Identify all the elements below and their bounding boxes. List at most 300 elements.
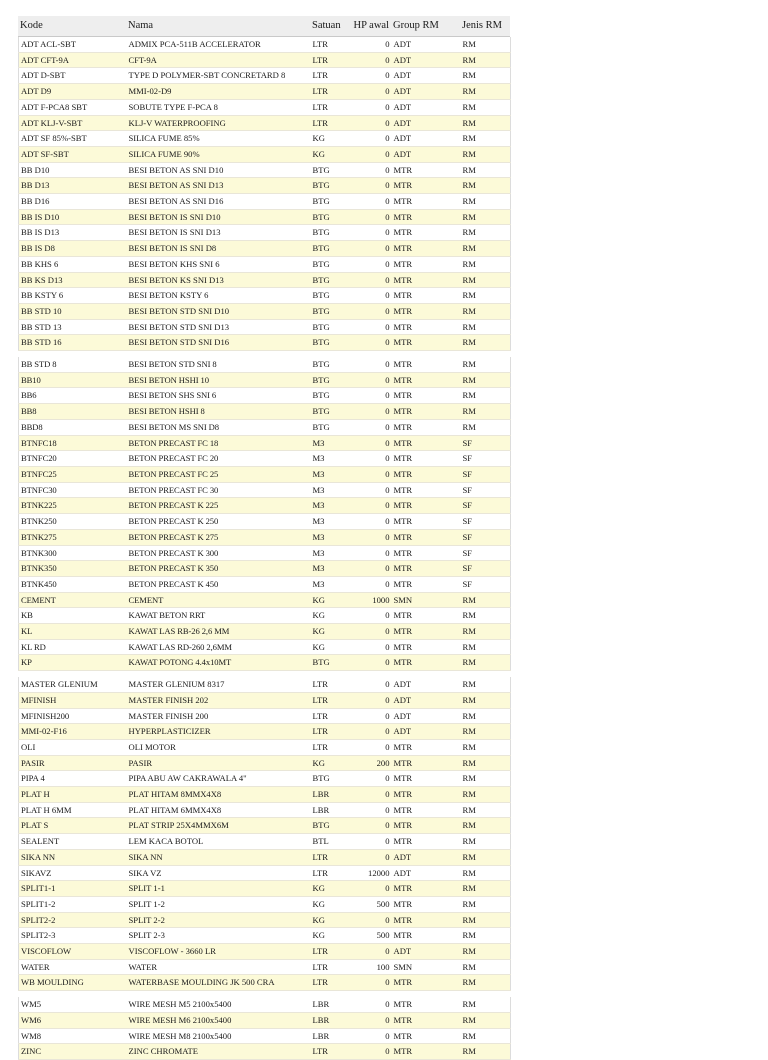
cell-hp-awal[interactable]: 0 [345, 561, 392, 577]
cell-nama[interactable]: SIKA NN [127, 849, 311, 865]
cell-satuan[interactable]: M3 [311, 466, 345, 482]
cell-kode[interactable]: ADT ACL-SBT [19, 37, 127, 52]
header-jenis-rm[interactable]: Jenis RM [460, 16, 510, 37]
cell-satuan[interactable]: LTR [311, 52, 345, 68]
cell-nama[interactable]: KLJ-V WATERPROOFING [127, 115, 311, 131]
cell-jenis-rm[interactable]: RM [461, 131, 511, 147]
cell-group-rm[interactable]: MTR [392, 404, 461, 420]
cell-hp-awal[interactable]: 500 [345, 928, 392, 944]
table-row[interactable] [19, 498, 511, 514]
header-hp-awal[interactable]: HP awal [344, 16, 391, 37]
cell-satuan[interactable]: BTG [311, 256, 345, 272]
cell-hp-awal[interactable]: 0 [345, 529, 392, 545]
cell-group-rm[interactable]: ADT [392, 68, 461, 84]
cell-jenis-rm[interactable]: RM [461, 1012, 511, 1028]
cell-satuan[interactable]: BTG [311, 419, 345, 435]
table-row[interactable] [19, 404, 511, 420]
table-row[interactable] [19, 865, 511, 881]
cell-nama[interactable]: VISCOFLOW - 3660 LR [127, 944, 311, 960]
cell-hp-awal[interactable]: 0 [345, 818, 392, 834]
cell-satuan[interactable]: LBR [311, 802, 345, 818]
cell-kode[interactable]: WM6 [19, 1012, 127, 1028]
cell-nama[interactable]: CEMENT [127, 592, 311, 608]
cell-satuan[interactable]: KG [311, 624, 345, 640]
cell-jenis-rm[interactable]: RM [461, 357, 511, 372]
table-row[interactable] [19, 608, 511, 624]
cell-nama[interactable]: ZINC CHROMATE [127, 1044, 311, 1060]
cell-nama[interactable]: SILICA FUME 85% [127, 131, 311, 147]
cell-jenis-rm[interactable]: RM [461, 959, 511, 975]
cell-jenis-rm[interactable]: RM [461, 896, 511, 912]
cell-kode[interactable]: BB KSTY 6 [19, 288, 127, 304]
cell-group-rm[interactable]: ADT [392, 849, 461, 865]
cell-nama[interactable]: BESI BETON KS SNI D13 [127, 272, 311, 288]
cell-group-rm[interactable]: MTR [392, 482, 461, 498]
cell-kode[interactable]: PASIR [19, 755, 127, 771]
table-row[interactable] [19, 388, 511, 404]
cell-jenis-rm[interactable]: RM [461, 802, 511, 818]
cell-group-rm[interactable]: MTR [392, 608, 461, 624]
cell-jenis-rm[interactable]: RM [461, 708, 511, 724]
header-nama[interactable]: Nama [126, 16, 310, 37]
cell-satuan[interactable]: M3 [311, 498, 345, 514]
cell-jenis-rm[interactable]: RM [461, 52, 511, 68]
cell-satuan[interactable]: BTL [311, 834, 345, 850]
cell-nama[interactable]: WIRE MESH M8 2100x5400 [127, 1028, 311, 1044]
cell-nama[interactable]: BETON PRECAST FC 20 [127, 451, 311, 467]
cell-satuan[interactable]: KG [311, 912, 345, 928]
cell-hp-awal[interactable]: 1000 [345, 592, 392, 608]
cell-satuan[interactable]: BTG [311, 388, 345, 404]
cell-satuan[interactable]: BTG [311, 178, 345, 194]
cell-nama[interactable]: BETON PRECAST K 450 [127, 576, 311, 592]
table-row[interactable] [19, 912, 511, 928]
cell-nama[interactable]: WIRE MESH M6 2100x5400 [127, 1012, 311, 1028]
cell-jenis-rm[interactable]: RM [461, 1044, 511, 1060]
cell-group-rm[interactable]: SMN [392, 959, 461, 975]
cell-hp-awal[interactable]: 0 [345, 162, 392, 178]
cell-kode[interactable]: BTNFC18 [19, 435, 127, 451]
cell-nama[interactable]: BESI BETON AS SNI D16 [127, 194, 311, 210]
cell-jenis-rm[interactable]: RM [461, 834, 511, 850]
table-row[interactable] [19, 256, 511, 272]
cell-satuan[interactable]: M3 [311, 561, 345, 577]
cell-jenis-rm[interactable]: RM [461, 771, 511, 787]
cell-satuan[interactable]: BTG [311, 241, 345, 257]
cell-hp-awal[interactable]: 0 [345, 739, 392, 755]
cell-satuan[interactable]: M3 [311, 576, 345, 592]
cell-nama[interactable]: OLI MOTOR [127, 739, 311, 755]
table-row[interactable] [19, 692, 511, 708]
cell-nama[interactable]: SPLIT 1-2 [127, 896, 311, 912]
cell-jenis-rm[interactable]: SF [461, 514, 511, 530]
cell-jenis-rm[interactable]: RM [461, 739, 511, 755]
table-row[interactable] [19, 739, 511, 755]
cell-nama[interactable]: BESI BETON SHS SNI 6 [127, 388, 311, 404]
cell-group-rm[interactable]: MTR [392, 388, 461, 404]
cell-jenis-rm[interactable]: RM [461, 288, 511, 304]
cell-satuan[interactable]: LTR [311, 37, 345, 52]
cell-nama[interactable]: BETON PRECAST FC 30 [127, 482, 311, 498]
cell-kode[interactable]: CEMENT [19, 592, 127, 608]
cell-nama[interactable]: KAWAT POTONG 4.4x10MT [127, 655, 311, 671]
cell-group-rm[interactable]: MTR [392, 755, 461, 771]
cell-jenis-rm[interactable]: RM [461, 335, 511, 351]
table-row[interactable] [19, 1012, 511, 1028]
cell-group-rm[interactable]: MTR [392, 655, 461, 671]
cell-jenis-rm[interactable]: SF [461, 435, 511, 451]
cell-jenis-rm[interactable]: RM [461, 419, 511, 435]
table-row[interactable] [19, 84, 511, 100]
cell-group-rm[interactable]: ADT [392, 84, 461, 100]
cell-group-rm[interactable]: MTR [392, 514, 461, 530]
cell-satuan[interactable]: BTG [311, 272, 345, 288]
table-row[interactable] [19, 272, 511, 288]
cell-hp-awal[interactable]: 0 [345, 52, 392, 68]
cell-group-rm[interactable]: ADT [392, 115, 461, 131]
cell-jenis-rm[interactable]: RM [461, 975, 511, 991]
cell-kode[interactable]: SEALENT [19, 834, 127, 850]
cell-group-rm[interactable]: MTR [392, 624, 461, 640]
cell-group-rm[interactable]: MTR [392, 435, 461, 451]
cell-hp-awal[interactable]: 0 [345, 608, 392, 624]
table-row[interactable] [19, 1028, 511, 1044]
cell-kode[interactable]: BB IS D13 [19, 225, 127, 241]
table-row[interactable] [19, 959, 511, 975]
cell-group-rm[interactable]: MTR [392, 1044, 461, 1060]
table-row[interactable] [19, 928, 511, 944]
cell-group-rm[interactable]: MTR [392, 178, 461, 194]
table-row[interactable] [19, 241, 511, 257]
table-row[interactable] [19, 1044, 511, 1060]
cell-group-rm[interactable]: ADT [392, 944, 461, 960]
cell-nama[interactable]: TYPE D POLYMER-SBT CONCRETARD 8 [127, 68, 311, 84]
cell-kode[interactable]: ADT F-PCA8 SBT [19, 99, 127, 115]
cell-satuan[interactable]: LTR [311, 865, 345, 881]
cell-jenis-rm[interactable]: SF [461, 498, 511, 514]
cell-hp-awal[interactable]: 0 [345, 451, 392, 467]
cell-group-rm[interactable]: MTR [392, 303, 461, 319]
cell-hp-awal[interactable]: 0 [345, 802, 392, 818]
cell-nama[interactable]: BESI BETON STD SNI D13 [127, 319, 311, 335]
cell-kode[interactable]: WM5 [19, 997, 127, 1012]
cell-nama[interactable]: WATER [127, 959, 311, 975]
cell-group-rm[interactable]: MTR [392, 975, 461, 991]
cell-nama[interactable]: CFT-9A [127, 52, 311, 68]
cell-group-rm[interactable]: ADT [392, 692, 461, 708]
cell-kode[interactable]: BB KS D13 [19, 272, 127, 288]
cell-jenis-rm[interactable]: RM [461, 1028, 511, 1044]
cell-satuan[interactable]: KG [311, 928, 345, 944]
cell-nama[interactable]: SPLIT 2-2 [127, 912, 311, 928]
cell-satuan[interactable]: BTG [311, 209, 345, 225]
cell-group-rm[interactable]: ADT [392, 99, 461, 115]
cell-kode[interactable]: ZINC [19, 1044, 127, 1060]
cell-kode[interactable]: SPLIT1-1 [19, 881, 127, 897]
cell-nama[interactable]: BESI BETON IS SNI D8 [127, 241, 311, 257]
cell-hp-awal[interactable]: 0 [345, 692, 392, 708]
table-row[interactable] [19, 37, 511, 52]
cell-nama[interactable]: WATERBASE MOULDING JK 500 CRA [127, 975, 311, 991]
table-row[interactable] [19, 68, 511, 84]
cell-hp-awal[interactable]: 0 [345, 209, 392, 225]
cell-kode[interactable]: KP [19, 655, 127, 671]
cell-group-rm[interactable]: SMN [392, 592, 461, 608]
cell-jenis-rm[interactable]: SF [461, 576, 511, 592]
cell-hp-awal[interactable]: 0 [345, 576, 392, 592]
cell-nama[interactable]: SILICA FUME 90% [127, 146, 311, 162]
cell-kode[interactable]: SPLIT2-3 [19, 928, 127, 944]
cell-kode[interactable]: ADT SF 85%-SBT [19, 131, 127, 147]
cell-group-rm[interactable]: MTR [392, 787, 461, 803]
table-row[interactable] [19, 677, 511, 692]
cell-nama[interactable]: BESI BETON STD SNI D16 [127, 335, 311, 351]
table-row[interactable] [19, 178, 511, 194]
cell-nama[interactable]: BETON PRECAST FC 18 [127, 435, 311, 451]
cell-hp-awal[interactable]: 0 [345, 482, 392, 498]
cell-kode[interactable]: BB10 [19, 372, 127, 388]
table-row[interactable] [19, 303, 511, 319]
cell-nama[interactable]: SOBUTE TYPE F-PCA 8 [127, 99, 311, 115]
cell-group-rm[interactable]: ADT [392, 708, 461, 724]
cell-kode[interactable]: BTNK450 [19, 576, 127, 592]
cell-nama[interactable]: PLAT STRIP 25X4MMX6M [127, 818, 311, 834]
cell-jenis-rm[interactable]: SF [461, 466, 511, 482]
cell-nama[interactable]: HYPERPLASTICIZER [127, 724, 311, 740]
cell-jenis-rm[interactable]: RM [461, 724, 511, 740]
cell-jenis-rm[interactable]: RM [461, 37, 511, 52]
table-row[interactable] [19, 435, 511, 451]
cell-group-rm[interactable]: MTR [392, 928, 461, 944]
table-row[interactable] [19, 529, 511, 545]
cell-kode[interactable]: BB D16 [19, 194, 127, 210]
table-row[interactable] [19, 944, 511, 960]
cell-hp-awal[interactable]: 0 [345, 849, 392, 865]
cell-nama[interactable]: BETON PRECAST K 225 [127, 498, 311, 514]
cell-jenis-rm[interactable]: SF [461, 529, 511, 545]
cell-hp-awal[interactable]: 0 [345, 724, 392, 740]
cell-jenis-rm[interactable]: SF [461, 451, 511, 467]
cell-nama[interactable]: BESI BETON MS SNI D8 [127, 419, 311, 435]
cell-satuan[interactable]: LTR [311, 849, 345, 865]
cell-hp-awal[interactable]: 0 [345, 288, 392, 304]
cell-hp-awal[interactable]: 0 [345, 37, 392, 52]
cell-hp-awal[interactable]: 0 [345, 131, 392, 147]
cell-hp-awal[interactable]: 0 [345, 404, 392, 420]
cell-hp-awal[interactable]: 0 [345, 834, 392, 850]
cell-group-rm[interactable]: MTR [392, 272, 461, 288]
cell-nama[interactable]: BESI BETON HSHI 8 [127, 404, 311, 420]
cell-kode[interactable]: PIPA 4 [19, 771, 127, 787]
cell-kode[interactable]: BB STD 10 [19, 303, 127, 319]
cell-kode[interactable]: SPLIT1-2 [19, 896, 127, 912]
cell-hp-awal[interactable]: 0 [345, 435, 392, 451]
table-row[interactable] [19, 881, 511, 897]
cell-hp-awal[interactable]: 0 [345, 99, 392, 115]
cell-satuan[interactable]: LTR [311, 944, 345, 960]
cell-satuan[interactable]: LTR [311, 708, 345, 724]
cell-satuan[interactable]: M3 [311, 435, 345, 451]
cell-jenis-rm[interactable]: RM [461, 592, 511, 608]
cell-nama[interactable]: PIPA ABU AW CAKRAWALA 4" [127, 771, 311, 787]
cell-satuan[interactable]: LTR [311, 724, 345, 740]
cell-hp-awal[interactable]: 0 [345, 997, 392, 1012]
cell-jenis-rm[interactable]: RM [461, 209, 511, 225]
cell-hp-awal[interactable]: 0 [345, 677, 392, 692]
cell-nama[interactable]: BESI BETON IS SNI D13 [127, 225, 311, 241]
cell-kode[interactable]: BB STD 13 [19, 319, 127, 335]
cell-jenis-rm[interactable]: RM [461, 99, 511, 115]
cell-kode[interactable]: MMI-02-F16 [19, 724, 127, 740]
table-row[interactable] [19, 561, 511, 577]
table-row[interactable] [19, 335, 511, 351]
cell-jenis-rm[interactable]: RM [461, 997, 511, 1012]
cell-jenis-rm[interactable]: RM [461, 865, 511, 881]
cell-group-rm[interactable]: MTR [392, 1028, 461, 1044]
cell-satuan[interactable]: LTR [311, 739, 345, 755]
cell-nama[interactable]: LEM KACA BOTOL [127, 834, 311, 850]
cell-kode[interactable]: BB STD 16 [19, 335, 127, 351]
cell-hp-awal[interactable]: 0 [345, 194, 392, 210]
table-row[interactable] [19, 708, 511, 724]
cell-kode[interactable]: BB IS D10 [19, 209, 127, 225]
cell-hp-awal[interactable]: 0 [345, 498, 392, 514]
cell-group-rm[interactable]: MTR [392, 451, 461, 467]
cell-nama[interactable]: BESI BETON AS SNI D13 [127, 178, 311, 194]
cell-kode[interactable]: BB D13 [19, 178, 127, 194]
cell-nama[interactable]: BESI BETON IS SNI D10 [127, 209, 311, 225]
cell-nama[interactable]: PLAT HITAM 6MMX4X8 [127, 802, 311, 818]
table-row[interactable] [19, 146, 511, 162]
table-row[interactable] [19, 896, 511, 912]
table-row[interactable] [19, 451, 511, 467]
table-row[interactable] [19, 131, 511, 147]
cell-hp-awal[interactable]: 0 [345, 178, 392, 194]
cell-satuan[interactable]: KG [311, 146, 345, 162]
cell-kode[interactable]: PLAT H [19, 787, 127, 803]
cell-group-rm[interactable]: ADT [392, 865, 461, 881]
cell-jenis-rm[interactable]: RM [461, 655, 511, 671]
table-row[interactable] [19, 357, 511, 372]
table-row[interactable] [19, 849, 511, 865]
cell-group-rm[interactable]: MTR [392, 881, 461, 897]
cell-nama[interactable]: BESI BETON KHS SNI 6 [127, 256, 311, 272]
cell-group-rm[interactable]: MTR [392, 335, 461, 351]
cell-nama[interactable]: BESI BETON HSHI 10 [127, 372, 311, 388]
table-row[interactable] [19, 99, 511, 115]
cell-hp-awal[interactable]: 0 [345, 708, 392, 724]
cell-hp-awal[interactable]: 0 [345, 1012, 392, 1028]
cell-satuan[interactable]: BTG [311, 404, 345, 420]
table-row[interactable] [19, 975, 511, 991]
cell-nama[interactable]: BESI BETON AS SNI D10 [127, 162, 311, 178]
cell-nama[interactable]: MASTER FINISH 202 [127, 692, 311, 708]
cell-group-rm[interactable]: MTR [392, 498, 461, 514]
table-row[interactable] [19, 997, 511, 1012]
cell-kode[interactable]: BTNK275 [19, 529, 127, 545]
table-row[interactable] [19, 834, 511, 850]
cell-kode[interactable]: BTNK225 [19, 498, 127, 514]
cell-hp-awal[interactable]: 0 [345, 466, 392, 482]
cell-group-rm[interactable]: MTR [392, 194, 461, 210]
cell-jenis-rm[interactable]: RM [461, 146, 511, 162]
cell-hp-awal[interactable]: 0 [345, 357, 392, 372]
cell-group-rm[interactable]: MTR [392, 1012, 461, 1028]
cell-hp-awal[interactable]: 0 [345, 545, 392, 561]
table-row[interactable] [19, 771, 511, 787]
cell-group-rm[interactable]: MTR [392, 639, 461, 655]
cell-kode[interactable]: SPLIT2-2 [19, 912, 127, 928]
table-row[interactable] [19, 115, 511, 131]
cell-satuan[interactable]: KG [311, 881, 345, 897]
cell-satuan[interactable]: BTG [311, 162, 345, 178]
cell-kode[interactable]: OLI [19, 739, 127, 755]
table-row[interactable] [19, 639, 511, 655]
cell-jenis-rm[interactable]: RM [461, 178, 511, 194]
cell-jenis-rm[interactable]: RM [461, 404, 511, 420]
cell-kode[interactable]: ADT D9 [19, 84, 127, 100]
cell-nama[interactable]: BETON PRECAST FC 25 [127, 466, 311, 482]
cell-kode[interactable]: WB MOULDING [19, 975, 127, 991]
cell-jenis-rm[interactable]: RM [461, 272, 511, 288]
cell-nama[interactable]: BETON PRECAST K 300 [127, 545, 311, 561]
cell-nama[interactable]: KAWAT BETON RRT [127, 608, 311, 624]
cell-hp-awal[interactable]: 0 [345, 84, 392, 100]
cell-kode[interactable]: PLAT H 6MM [19, 802, 127, 818]
table-row[interactable] [19, 419, 511, 435]
cell-group-rm[interactable]: MTR [392, 896, 461, 912]
cell-hp-awal[interactable]: 0 [345, 771, 392, 787]
cell-satuan[interactable]: BTG [311, 319, 345, 335]
table-row[interactable] [19, 624, 511, 640]
cell-nama[interactable]: BESI BETON STD SNI 8 [127, 357, 311, 372]
cell-jenis-rm[interactable]: RM [461, 84, 511, 100]
cell-nama[interactable]: SIKA VZ [127, 865, 311, 881]
cell-group-rm[interactable]: MTR [392, 209, 461, 225]
cell-hp-awal[interactable]: 0 [345, 419, 392, 435]
cell-kode[interactable]: SIKAVZ [19, 865, 127, 881]
cell-kode[interactable]: KB [19, 608, 127, 624]
cell-nama[interactable]: BESI BETON KSTY 6 [127, 288, 311, 304]
table-row[interactable] [19, 162, 511, 178]
cell-kode[interactable]: BTNK300 [19, 545, 127, 561]
cell-jenis-rm[interactable]: RM [461, 319, 511, 335]
cell-satuan[interactable]: M3 [311, 482, 345, 498]
cell-satuan[interactable]: M3 [311, 514, 345, 530]
cell-nama[interactable]: MASTER GLENIUM 8317 [127, 677, 311, 692]
cell-kode[interactable]: PLAT S [19, 818, 127, 834]
cell-hp-awal[interactable]: 0 [345, 146, 392, 162]
cell-group-rm[interactable]: MTR [392, 162, 461, 178]
cell-satuan[interactable]: LTR [311, 959, 345, 975]
cell-group-rm[interactable]: MTR [392, 561, 461, 577]
table-row[interactable] [19, 514, 511, 530]
cell-jenis-rm[interactable]: RM [461, 241, 511, 257]
cell-hp-awal[interactable]: 0 [345, 639, 392, 655]
cell-hp-awal[interactable]: 0 [345, 624, 392, 640]
cell-nama[interactable]: MASTER FINISH 200 [127, 708, 311, 724]
cell-jenis-rm[interactable]: RM [461, 115, 511, 131]
table-row[interactable] [19, 319, 511, 335]
cell-satuan[interactable]: LTR [311, 99, 345, 115]
cell-satuan[interactable]: BTG [311, 818, 345, 834]
cell-nama[interactable]: SPLIT 2-3 [127, 928, 311, 944]
cell-group-rm[interactable]: MTR [392, 288, 461, 304]
cell-jenis-rm[interactable]: SF [461, 545, 511, 561]
cell-group-rm[interactable]: MTR [392, 256, 461, 272]
cell-group-rm[interactable]: ADT [392, 37, 461, 52]
cell-jenis-rm[interactable]: RM [461, 162, 511, 178]
